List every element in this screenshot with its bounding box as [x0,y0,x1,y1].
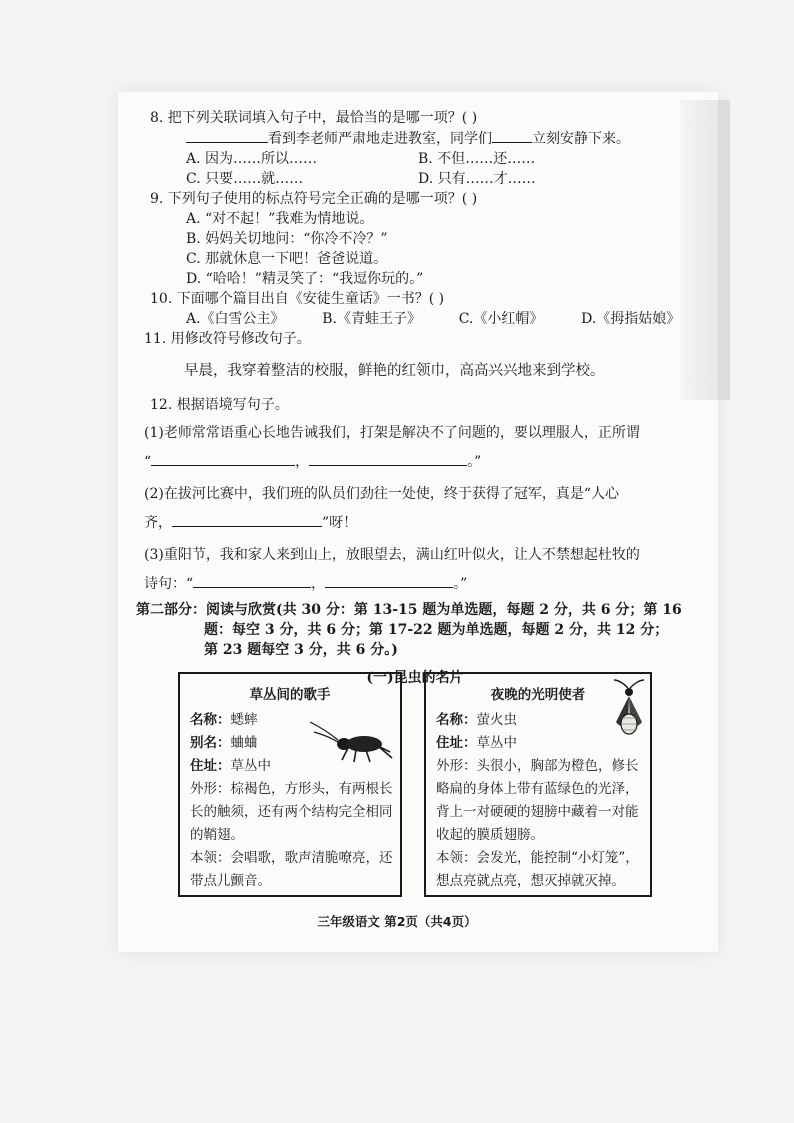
q12-part2-blank[interactable] [172,512,322,527]
cricket-address-label: 住址： [190,758,231,774]
cricket-appearance-2: 长的触须，还有两个结构完全相同 [190,804,393,820]
q8-options-row-2 [150,169,680,189]
firefly-appearance-1: 外形：头很小，胸部为橙色，修长 [436,758,639,774]
cricket-appearance-3: 的鞘翅。 [190,827,244,843]
q11-stem: 11. 用修改符号修改句子。 [144,331,311,347]
q9-option-d[interactable]: D. “哈哈！”精灵笑了：“我逗你玩的。” [186,271,424,287]
bleed-through-shadow [680,100,730,400]
q12-part2-post: ”呀！ [322,515,358,531]
q8-option-b[interactable]: B. 不但……还…… [418,151,536,167]
q10-option-c[interactable]: C.《小红帽》 [458,311,544,327]
q12-part3-line1: (3)重阳节，我和家人来到山上，放眼望去，满山红叶似火，让人不禁想起杜牧的 [144,547,640,563]
q12-part1-line1: (1)老师常常语重心长地告诫我们，打架是解决不了问题的，要以理服人，正所谓 [144,425,640,441]
page-footer: 三年级语文 第2页（共4页） [317,914,477,929]
cricket-name-value: 蟋蟀 [230,712,258,728]
q12-part2-pre: 齐， [144,515,172,531]
firefly-name-value: 萤火虫 [476,712,517,728]
q12-part1-close-quote: 。” [467,454,482,470]
q11-sentence[interactable]: 早晨，我穿着整洁的校服，鲜艳的红领巾，高高兴兴地来到学校。 [184,363,605,379]
q10-option-d[interactable]: D.《拇指姑娘》 [581,311,681,327]
q12-part2-line2 [144,512,680,533]
q8-option-a[interactable]: A. 因为……所以…… [186,151,318,167]
q12-part3-comma: ， [311,576,326,592]
firefly-appearance-4: 收起的膜质翅膀。 [436,827,544,843]
q9-stem: 9. 下列句子使用的标点符号完全正确的是哪一项？( ) [150,191,478,207]
q8-sentence-pre: 看到李老师严肃地走进教室，同学们 [268,131,492,147]
q12-stem: 12. 根据语境写句子。 [150,397,289,413]
q10-option-a[interactable]: A.《白雪公主》 [186,311,285,327]
firefly-skill-2: 想点亮就点亮，想灭掉就灭掉。 [436,873,625,889]
section-title: (一)昆虫的名片 [366,670,464,686]
part2-line-3: 第 23 题每空 3 分，共 6 分。) [204,642,398,658]
firefly-card [424,672,652,897]
q9-option-c[interactable]: C. 那就休息一下吧！爸爸说道。 [186,251,388,267]
q12-part1-blank-1[interactable] [151,451,295,466]
insect-cards [178,672,653,902]
q9-option-b[interactable]: B. 妈妈关切地问：“你冷不冷？” [186,231,388,247]
q8-blank-1[interactable] [186,128,268,143]
firefly-address-label: 住址： [436,735,477,751]
cricket-alias-label: 别名： [190,735,231,751]
q8-stem: 8. 把下列关联词填入句子中，最恰当的是哪一项？( ) [150,110,478,126]
q12-part1-line2 [144,451,680,472]
firefly-illustration [608,678,650,740]
q12-part2-line1: (2)在拔河比赛中，我们班的队员们劲往一处使，终于获得了冠军，真是“人心 [144,486,619,502]
cricket-illustration [308,718,394,764]
q10-stem: 10. 下面哪个篇目出自《安徒生童话》一书？( ) [150,291,445,307]
firefly-name-label: 名称： [436,712,477,728]
q12-part3-line2 [144,573,680,594]
q9-option-a[interactable]: A. “对不起！”我难为情地说。 [186,211,374,227]
q12-part3-close-quote: 。” [453,576,468,592]
firefly-card-title: 夜晚的光明使者 [490,687,586,703]
cricket-card-title: 草丛间的歌手 [249,687,331,703]
q8-option-c[interactable]: C. 只要……就…… [186,171,304,187]
cricket-alias-value: 蛐蛐 [230,735,258,751]
q12-part1-comma: ， [295,454,310,470]
cricket-skill-1: 本领：会唱歌，歌声清脆嘹亮，还 [190,850,393,866]
firefly-skill-1: 本领：会发光，能控制“小灯笼”， [436,850,639,866]
q12-part1-open-quote: “ [144,454,152,470]
firefly-address-value: 草丛中 [476,735,517,751]
q12-part3-blank-2[interactable] [325,573,453,588]
firefly-appearance-3: 背上一对硬硬的翅膀中藏着一对能 [436,804,639,820]
q10-options [150,309,680,329]
q8-options-row-1 [150,149,680,169]
q8-sentence-post: 立刻安静下来。 [532,131,630,147]
q12-part1-blank-2[interactable] [309,451,467,466]
cricket-address-value: 草丛中 [230,758,271,774]
part2-line-1: 第二部分：阅读与欣赏(共 30 分：第 13-15 题为单选题，每题 2 分，共 6 分；第 16 [136,602,682,618]
question-area [136,108,682,694]
cricket-card [178,672,402,897]
q8-option-d[interactable]: D. 只有……才…… [418,171,536,187]
q12-part3-pre: 诗句：“ [144,576,194,592]
cricket-appearance-1: 外形：棕褐色，方形头，有两根长 [190,781,393,797]
q8-blank-2[interactable] [492,128,532,143]
q10-option-b[interactable]: B.《青蛙王子》 [322,311,422,327]
q12-part3-blank-1[interactable] [193,573,311,588]
cricket-name-label: 名称： [190,712,231,728]
cricket-skill-2: 带点儿颤音。 [190,873,271,889]
q8-sentence [150,128,680,149]
part2-header [136,600,680,660]
firefly-appearance-2: 略扁的身体上带有蓝绿色的光泽， [436,781,639,797]
part2-line-2: 题：每空 3 分，共 6 分；第 17-22 题为单选题，每题 2 分，共 12 分； [204,622,669,638]
